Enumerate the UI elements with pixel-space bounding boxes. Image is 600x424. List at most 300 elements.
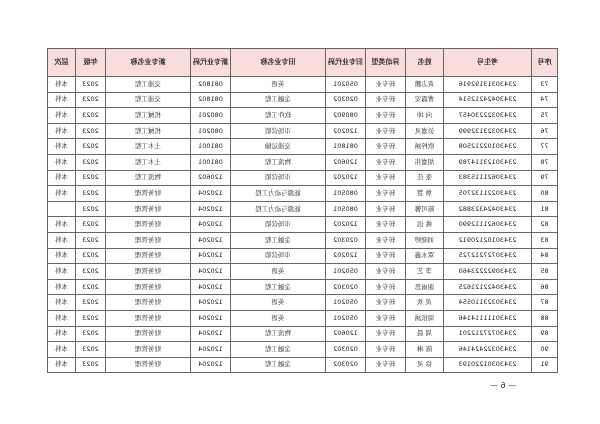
- cell-text: 徐 灵: [416, 360, 433, 369]
- table-cell: [366, 108, 406, 124]
- column-header: [444, 49, 532, 77]
- cell-text: 2023: [82, 173, 99, 182]
- table-cell: [106, 264, 191, 280]
- table-cell: [532, 310, 558, 326]
- table-cell: [231, 295, 326, 311]
- table-cell: [444, 139, 532, 155]
- cell-text: 2023: [82, 266, 99, 275]
- cell-text: 120202: [333, 220, 358, 229]
- table-cell: [106, 310, 191, 326]
- table-cell: [444, 154, 532, 170]
- table-cell: [366, 139, 406, 155]
- cell-text: 转专业: [375, 313, 396, 322]
- table-cell: [191, 326, 231, 342]
- cell-text: 谢雨思: [414, 282, 435, 291]
- cell-text: 转专业: [375, 298, 396, 307]
- cell-text: 本科: [55, 126, 68, 135]
- table-cell: [532, 248, 558, 264]
- cell-text: 23430111114146: [458, 313, 517, 322]
- table-cell: [406, 232, 444, 248]
- cell-text: 本科: [55, 298, 68, 307]
- cell-text: 本科: [55, 220, 68, 229]
- cell-text: 83: [540, 235, 549, 244]
- table-header: [48, 49, 558, 77]
- table-cell: [48, 295, 76, 311]
- table-cell: [326, 310, 366, 326]
- cell-text: 2023: [82, 95, 99, 104]
- table-cell: [326, 279, 366, 295]
- table-row: [48, 170, 558, 186]
- table-row: [48, 357, 558, 373]
- table-cell: [106, 217, 191, 233]
- table-cell: [231, 123, 326, 139]
- table-cell: [48, 217, 76, 233]
- table-cell: [444, 217, 532, 233]
- cell-text: 转专业: [375, 220, 396, 229]
- cell-text: 050201: [333, 313, 358, 322]
- table-cell: [326, 108, 366, 124]
- cell-text: 2023: [82, 251, 99, 260]
- table-cell: [366, 123, 406, 139]
- cell-text: 转专业: [375, 95, 396, 104]
- cell-text: 周依涵: [414, 313, 435, 322]
- cell-text: 黄志鹏: [414, 79, 435, 88]
- table-cell: [76, 139, 106, 155]
- cell-text: 能源与动力工程: [255, 188, 301, 197]
- cell-text: 120204: [198, 204, 223, 213]
- table-cell: [76, 326, 106, 342]
- cell-text: 82: [540, 220, 549, 229]
- table-cell: [231, 92, 326, 108]
- cell-text: 向 坤: [416, 110, 433, 119]
- table-cell: [231, 154, 326, 170]
- cell-text: 土木工程: [135, 157, 161, 166]
- column-header-text: 旧专业代码: [328, 58, 363, 66]
- column-header-text: 异动类型: [371, 58, 400, 66]
- table-cell: [48, 154, 76, 170]
- cell-text: 陈可馨: [414, 204, 435, 213]
- cell-text: 23430323132999: [458, 126, 517, 135]
- table-cell: [326, 357, 366, 373]
- table-cell: [48, 92, 76, 108]
- cell-text: 英语: [271, 79, 285, 88]
- table-cell: [106, 295, 191, 311]
- cell-text: 120202: [333, 126, 358, 135]
- cell-text: 彭嘉灵: [414, 126, 435, 135]
- cell-text: 英语: [271, 266, 285, 275]
- cell-text: 市场营销: [265, 220, 291, 229]
- cell-text: 23430621112990: [458, 220, 517, 229]
- cell-text: 转专业: [375, 266, 396, 275]
- cell-text: 23430727212725: [458, 251, 517, 260]
- cell-text: 120602: [198, 173, 223, 182]
- cell-text: 财务管理: [135, 220, 161, 229]
- table-cell: [532, 232, 558, 248]
- table-cell: [406, 217, 444, 233]
- cell-text: 转专业: [375, 251, 396, 260]
- table-cell: [48, 186, 76, 202]
- table-cell: [231, 139, 326, 155]
- cell-text: 89: [540, 329, 549, 338]
- table-cell: [532, 170, 558, 186]
- table-cell: [444, 108, 532, 124]
- table-cell: [532, 326, 558, 342]
- table-row: [48, 77, 558, 93]
- cell-text: 周 晨: [416, 329, 433, 338]
- table-cell: [48, 310, 76, 326]
- table-cell: [191, 186, 231, 202]
- cell-text: 物流工程: [265, 329, 291, 338]
- cell-text: 机械工程: [135, 126, 161, 135]
- cell-text: 市场营销: [265, 173, 291, 182]
- cell-text: 转专业: [375, 235, 396, 244]
- cell-text: 金融工程: [265, 95, 291, 104]
- table-cell: [366, 232, 406, 248]
- table-cell: [406, 108, 444, 124]
- table-cell: [48, 357, 76, 373]
- table-cell: [406, 139, 444, 155]
- cell-text: 转专业: [375, 188, 396, 197]
- cell-text: 23430727212201: [458, 329, 517, 338]
- cell-text: 2023: [82, 360, 99, 369]
- column-header: [231, 49, 326, 77]
- table-cell: [444, 264, 532, 280]
- cell-text: 英语: [271, 313, 285, 322]
- table-cell: [444, 77, 532, 93]
- cell-text: 84: [540, 251, 549, 260]
- cell-text: 081001: [198, 157, 223, 166]
- table-cell: [406, 201, 444, 217]
- cell-text: 23430221132705: [458, 188, 517, 197]
- column-header: [76, 49, 106, 77]
- cell-text: 91: [540, 360, 549, 369]
- cell-text: 欧梓涵: [414, 142, 435, 151]
- table-cell: [231, 108, 326, 124]
- cell-text: 物流工程: [265, 157, 291, 166]
- table-row: [48, 295, 558, 311]
- table-cell: [366, 357, 406, 373]
- table-cell: [106, 357, 191, 373]
- cell-text: 050201: [333, 298, 358, 307]
- cell-text: 081802: [198, 95, 223, 104]
- cell-text: 2023: [82, 235, 99, 244]
- table-cell: [326, 326, 366, 342]
- cell-text: 120602: [333, 329, 358, 338]
- cell-text: 2023: [82, 344, 99, 353]
- cell-text: 020302: [333, 344, 358, 353]
- table-cell: [366, 295, 406, 311]
- cell-text: 金融工程: [265, 235, 291, 244]
- table-cell: [366, 170, 406, 186]
- cell-text: 2023: [82, 110, 99, 119]
- table-cell: [366, 186, 406, 202]
- table-cell: [366, 154, 406, 170]
- table-cell: [106, 123, 191, 139]
- cell-text: 23430301220193: [458, 360, 517, 369]
- table-cell: [106, 232, 191, 248]
- table-cell: [48, 139, 76, 155]
- table-cell: [106, 201, 191, 217]
- cell-text: 23430424323882: [458, 204, 517, 213]
- table-row: [48, 92, 558, 108]
- cell-text: 本科: [55, 266, 68, 275]
- table-cell: [326, 186, 366, 202]
- column-header-text: 层次: [54, 58, 69, 66]
- table-cell: [106, 139, 191, 155]
- table-cell: [106, 170, 191, 186]
- header-row: [48, 49, 558, 77]
- table-cell: [406, 342, 444, 358]
- table-cell: [191, 248, 231, 264]
- cell-text: 转专业: [375, 142, 396, 151]
- table-cell: [191, 295, 231, 311]
- cell-text: 74: [540, 95, 549, 104]
- table-cell: [326, 295, 366, 311]
- table-cell: [532, 357, 558, 373]
- cell-text: 2023: [82, 329, 99, 338]
- column-header: [532, 49, 558, 77]
- cell-text: 姚 远: [416, 220, 433, 229]
- table-cell: [76, 310, 106, 326]
- cell-text: 120204: [198, 251, 223, 260]
- table-cell: [48, 326, 76, 342]
- cell-text: 2023: [82, 157, 99, 166]
- cell-text: 财务管理: [135, 344, 161, 353]
- cell-text: 交通工程: [135, 95, 161, 104]
- table-cell: [326, 170, 366, 186]
- cell-text: 120204: [198, 188, 223, 197]
- table-cell: [231, 217, 326, 233]
- table-cell: [231, 310, 326, 326]
- cell-text: 转专业: [375, 344, 396, 353]
- table-cell: [366, 92, 406, 108]
- table-row: [48, 201, 558, 217]
- cell-text: 120204: [198, 235, 223, 244]
- table-cell: [106, 77, 191, 93]
- table-cell: [406, 92, 444, 108]
- cell-text: 本科: [55, 110, 68, 119]
- table-row: [48, 279, 558, 295]
- table-cell: [191, 123, 231, 139]
- column-header: [48, 49, 76, 77]
- table-cell: [191, 217, 231, 233]
- table-cell: [406, 326, 444, 342]
- cell-text: 020302: [333, 360, 358, 369]
- table-cell: [106, 186, 191, 202]
- cell-text: 080201: [198, 126, 223, 135]
- table-body: [48, 77, 558, 373]
- table-cell: [231, 326, 326, 342]
- cell-text: 物流工程: [135, 173, 161, 182]
- table-cell: [231, 232, 326, 248]
- table-cell: [326, 154, 366, 170]
- table-cell: [48, 342, 76, 358]
- cell-text: 转专业: [375, 329, 396, 338]
- cell-text: 软件工程: [265, 110, 291, 119]
- column-header: [406, 49, 444, 77]
- cell-text: 本科: [55, 251, 68, 260]
- table-cell: [326, 264, 366, 280]
- table-cell: [191, 342, 231, 358]
- cell-text: 本科: [55, 235, 68, 244]
- table-cell: [532, 201, 558, 217]
- cell-text: 23430102212508: [458, 142, 517, 151]
- cell-text: 本科: [55, 173, 68, 182]
- table-cell: [326, 232, 366, 248]
- cell-text: 詹 慧: [416, 188, 433, 197]
- table-cell: [366, 248, 406, 264]
- table-cell: [326, 139, 366, 155]
- table-cell: [76, 232, 106, 248]
- table-cell: [191, 154, 231, 170]
- column-header-text: 新专业代码: [193, 58, 228, 66]
- cell-text: 2023: [82, 298, 99, 307]
- table-cell: [532, 92, 558, 108]
- cell-text: 刘晓婷: [414, 235, 435, 244]
- table-cell: [366, 326, 406, 342]
- cell-text: 120204: [198, 282, 223, 291]
- cell-text: 本科: [55, 329, 68, 338]
- table-cell: [532, 295, 558, 311]
- table-cell: [191, 170, 231, 186]
- cell-text: 财务管理: [135, 313, 161, 322]
- table-cell: [366, 310, 406, 326]
- cell-text: 2023: [82, 282, 99, 291]
- table-cell: [406, 279, 444, 295]
- cell-text: 转专业: [375, 282, 396, 291]
- table-cell: [191, 310, 231, 326]
- table-cell: [444, 310, 532, 326]
- table-row: [48, 310, 558, 326]
- cell-text: 能源与动力工程: [255, 204, 301, 213]
- table-cell: [48, 170, 76, 186]
- cell-text: 76: [540, 126, 549, 135]
- column-header-text: 序号: [537, 58, 552, 66]
- cell-text: 转专业: [375, 126, 396, 135]
- table-cell: [191, 232, 231, 248]
- table-cell: [444, 248, 532, 264]
- table-cell: [326, 92, 366, 108]
- cell-text: 本科: [55, 313, 68, 322]
- table-row: [48, 217, 558, 233]
- cell-text: 081802: [198, 79, 223, 88]
- table-row: [48, 108, 558, 124]
- cell-text: 020302: [333, 235, 358, 244]
- transfer-roster-table: [47, 48, 558, 373]
- table-cell: [231, 170, 326, 186]
- table-cell: [191, 92, 231, 108]
- cell-text: 土木工程: [135, 142, 161, 151]
- cell-text: 本科: [55, 79, 68, 88]
- cell-text: 79: [540, 173, 549, 182]
- cell-text: 90: [540, 344, 549, 353]
- cell-text: 财务管理: [135, 298, 161, 307]
- table-cell: [76, 217, 106, 233]
- table-cell: [406, 357, 444, 373]
- table-cell: [191, 357, 231, 373]
- table-cell: [48, 77, 76, 93]
- cell-text: 本科: [55, 344, 68, 353]
- table-cell: [532, 139, 558, 155]
- cell-text: 86: [540, 282, 549, 291]
- table-cell: [406, 170, 444, 186]
- cell-text: 2023: [82, 313, 99, 322]
- table-cell: [366, 342, 406, 358]
- cell-text: 120202: [333, 251, 358, 260]
- table-cell: [406, 248, 444, 264]
- table-cell: [532, 342, 558, 358]
- cell-text: 交通运输: [265, 142, 291, 151]
- cell-text: 050201: [333, 79, 358, 88]
- cell-text: 23430313192916: [458, 79, 517, 88]
- table-cell: [231, 342, 326, 358]
- table-cell: [532, 154, 558, 170]
- table-cell: [106, 108, 191, 124]
- cell-text: 080201: [198, 110, 223, 119]
- cell-text: 2023: [82, 220, 99, 229]
- table-cell: [48, 123, 76, 139]
- cell-text: 77: [540, 142, 549, 151]
- table-cell: [76, 357, 106, 373]
- table-cell: [48, 264, 76, 280]
- cell-text: 转专业: [375, 110, 396, 119]
- cell-text: 财务管理: [135, 329, 161, 338]
- cell-text: 120204: [198, 266, 223, 275]
- cell-text: 75: [540, 110, 549, 119]
- table-cell: [76, 186, 106, 202]
- cell-text: 胡嘉伟: [414, 157, 435, 166]
- table-cell: [444, 342, 532, 358]
- column-header-text: 旧专业名称: [260, 58, 296, 66]
- table-cell: [444, 279, 532, 295]
- table-cell: [106, 279, 191, 295]
- table-cell: [444, 186, 532, 202]
- table-cell: [48, 279, 76, 295]
- cell-text: 87: [540, 298, 549, 307]
- cell-text: 财务管理: [135, 360, 161, 369]
- table-cell: [231, 248, 326, 264]
- table-cell: [76, 170, 106, 186]
- table-cell: [326, 123, 366, 139]
- table-cell: [76, 248, 106, 264]
- cell-text: 020302: [333, 282, 358, 291]
- cell-text: 80: [540, 188, 549, 197]
- cell-text: 120602: [333, 157, 358, 166]
- cell-text: 交通工程: [135, 79, 161, 88]
- table-cell: [231, 357, 326, 373]
- cell-text: 转专业: [375, 157, 396, 166]
- cell-text: 金融工程: [265, 282, 291, 291]
- table-cell: [444, 232, 532, 248]
- table-cell: [406, 123, 444, 139]
- table-row: [48, 186, 558, 202]
- cell-text: 财务管理: [135, 204, 161, 213]
- page-number: — 6 —: [490, 381, 517, 390]
- cell-text: 23430922223460: [458, 266, 517, 275]
- cell-text: 23430123114789: [458, 157, 517, 166]
- cell-text: 机械工程: [135, 110, 161, 119]
- table-cell: [191, 139, 231, 155]
- cell-text: 2023: [82, 204, 99, 213]
- table-cell: [406, 295, 444, 311]
- cell-text: 覃永鑫: [414, 251, 435, 260]
- table-cell: [76, 77, 106, 93]
- table-cell: [106, 154, 191, 170]
- cell-text: 050201: [333, 266, 358, 275]
- table-cell: [231, 77, 326, 93]
- table-cell: [191, 264, 231, 280]
- table-cell: [76, 123, 106, 139]
